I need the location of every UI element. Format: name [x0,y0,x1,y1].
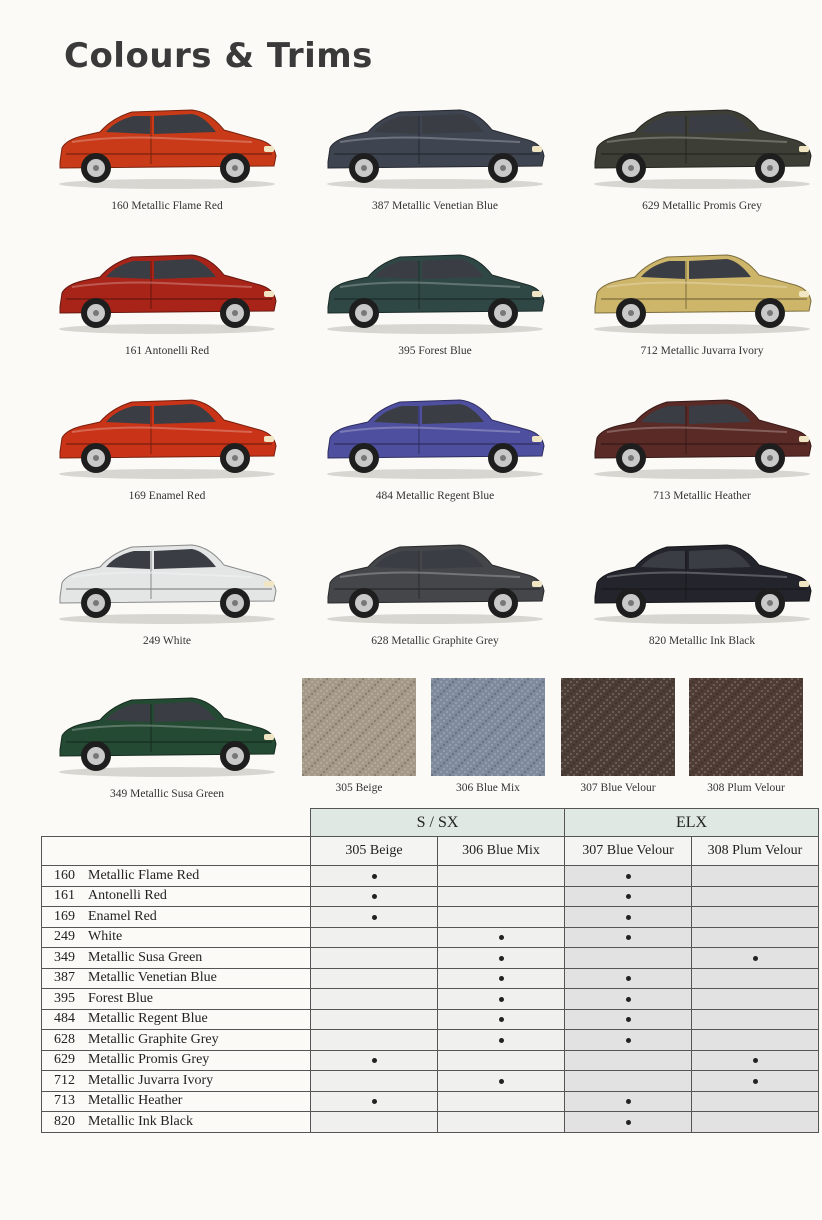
colour-name-cell [42,1091,311,1112]
availability-cell [692,1112,819,1133]
table-row [42,1071,819,1092]
colour-name-cell [42,989,311,1010]
available-dot [626,1038,631,1043]
availability-cell [692,866,819,887]
table-row [42,968,819,989]
availability-cell [311,1050,438,1071]
available-dot [499,976,504,981]
car-illustration [320,539,550,629]
availability-cell [565,1009,692,1030]
colour-name: Forest Blue [88,990,153,1006]
car-colour-item [52,249,282,389]
available-dot [626,1099,631,1104]
colour-code: 395 [54,990,75,1006]
table-row [42,1112,819,1133]
availability-cell [565,1071,692,1092]
availability-cell [438,968,565,989]
availability-cell [565,1112,692,1133]
car-colour-item [587,249,817,389]
availability-cell [565,907,692,928]
colour-code: 484 [54,1011,75,1027]
car-colour-label: 484 Metallic Regent Blue [375,490,495,502]
car-illustration [320,249,550,339]
available-dot [626,874,631,879]
car-illustration [52,104,282,194]
availability-cell [565,1091,692,1112]
colour-code: 349 [54,949,75,965]
trim-swatch-item [561,678,675,818]
availability-cell [692,948,819,969]
availability-cell [438,1071,565,1092]
availability-cell [438,1030,565,1051]
column-header: 308 Plum Velour [692,837,819,866]
table-row [42,866,819,887]
column-header: 306 Blue Mix [438,837,565,866]
colour-name-cell [42,1030,311,1051]
availability-cell [565,886,692,907]
table-row [42,1050,819,1071]
column-header: 305 Beige [311,837,438,866]
table-body [42,866,819,1133]
availability-cell [311,968,438,989]
car-illustration [52,539,282,629]
availability-cell [311,1030,438,1051]
availability-cell [692,927,819,948]
table-row [42,1030,819,1051]
car-colour-label: 820 Metallic Ink Black [648,635,756,647]
availability-cell [311,907,438,928]
car-illustration [320,104,550,194]
table-row [42,927,819,948]
trim-label: 308 Plum Velour [707,782,785,794]
availability-cell [311,1091,438,1112]
available-dot [499,1079,504,1084]
car-colour-label: 713 Metallic Heather [653,490,751,502]
colour-name: Metallic Regent Blue [88,1011,208,1027]
car-colour-item [52,104,282,244]
colour-name-cell [42,907,311,928]
availability-cell [438,989,565,1010]
car-illustration [587,249,817,339]
trim-swatch-item [689,678,803,818]
car-colour-label: 169 Enamel Red [128,490,206,502]
colour-name-cell [42,968,311,989]
group-header-s-sx: S / SX [311,809,565,837]
availability-cell [692,1050,819,1071]
car-illustration [52,394,282,484]
page-title: Colours & Trims [64,36,373,76]
availability-cell [565,1050,692,1071]
car-colour-label: 395 Forest Blue [398,345,472,357]
colour-name: Metallic Flame Red [88,867,200,883]
car-colour-label: 161 Antonelli Red [124,345,210,357]
available-dot [753,956,758,961]
table-row [42,1009,819,1030]
available-dot [372,915,377,920]
car-colour-item [587,539,817,679]
table-row [42,907,819,928]
available-dot [753,1079,758,1084]
available-dot [372,874,377,879]
availability-cell [438,1050,565,1071]
colour-name: Metallic Graphite Grey [88,1031,219,1047]
availability-cell [565,989,692,1010]
availability-cell [565,927,692,948]
table-row [42,1091,819,1112]
car-illustration [52,249,282,339]
colour-code: 161 [54,888,75,904]
availability-cell [692,907,819,928]
car-colour-label: 249 White [142,635,192,647]
colour-name-cell [42,1071,311,1092]
car-colour-item [587,104,817,244]
colour-name: Enamel Red [88,908,157,924]
availability-cell [438,948,565,969]
trim-label: 306 Blue Mix [456,782,520,794]
availability-cell [311,866,438,887]
availability-cell [438,927,565,948]
colour-code: 629 [54,1052,75,1068]
available-dot [626,894,631,899]
car-illustration [52,692,282,782]
car-colour-label: 629 Metallic Promis Grey [642,200,762,212]
table-row [42,948,819,969]
colour-code: 820 [54,1113,75,1129]
colour-code: 249 [54,929,75,945]
availability-cell [692,1091,819,1112]
car-colour-item [320,249,550,389]
colour-name: Metallic Ink Black [88,1113,193,1129]
availability-cell [438,866,565,887]
availability-cell [311,989,438,1010]
availability-cell [692,1009,819,1030]
colour-name: Metallic Heather [88,1093,183,1109]
car-colour-item [320,394,550,534]
colour-name-cell [42,1112,311,1133]
car-colour-item [52,539,282,679]
car-colour-label: 160 Metallic Flame Red [111,200,223,212]
availability-cell [311,948,438,969]
availability-cell [692,968,819,989]
available-dot [499,997,504,1002]
car-colour-item [320,539,550,679]
car-illustration [587,394,817,484]
colour-name: Metallic Juvarra Ivory [88,1072,214,1088]
car-illustration [587,539,817,629]
trim-label: 305 Beige [335,782,383,794]
colour-name-cell [42,927,311,948]
colour-name-cell [42,1050,311,1071]
table-row [42,886,819,907]
car-illustration [320,394,550,484]
available-dot [626,997,631,1002]
car-colour-label: 628 Metallic Graphite Grey [371,635,499,647]
table-row [42,989,819,1010]
available-dot [626,976,631,981]
trim-swatch-item [302,678,416,818]
colour-name: Metallic Susa Green [88,949,203,965]
colour-name: Antonelli Red [88,888,167,904]
colour-code: 169 [54,908,75,924]
availability-cell [311,886,438,907]
colour-code: 628 [54,1031,75,1047]
availability-cell [565,968,692,989]
trim-swatch-item [431,678,545,818]
availability-cell [311,1112,438,1133]
car-colour-item [52,394,282,534]
availability-cell [692,886,819,907]
colour-name-cell [42,866,311,887]
available-dot [372,1099,377,1104]
car-illustration [587,104,817,194]
availability-cell [438,1009,565,1030]
available-dot [626,935,631,940]
availability-cell [311,1071,438,1092]
availability-cell [438,907,565,928]
availability-cell [438,1112,565,1133]
table-header-blank [42,837,311,866]
available-dot [372,1058,377,1063]
colour-code: 713 [54,1093,75,1109]
car-colour-label: 712 Metallic Juvarra Ivory [640,345,764,357]
availability-cell [565,1030,692,1051]
table-corner [42,809,311,837]
column-header: 307 Blue Velour [565,837,692,866]
colour-name-cell [42,1009,311,1030]
available-dot [626,1017,631,1022]
availability-cell [311,927,438,948]
group-header-elx: ELX [565,809,819,837]
available-dot [499,1038,504,1043]
fabric-texture [689,678,803,776]
availability-cell [438,1091,565,1112]
car-colour-item [587,394,817,534]
available-dot [499,935,504,940]
availability-cell [438,886,565,907]
fabric-texture [431,678,545,776]
available-dot [626,1120,631,1125]
colour-code: 387 [54,970,75,986]
availability-cell [692,1030,819,1051]
colour-name: White [88,929,123,945]
available-dot [626,915,631,920]
car-colour-label: 349 Metallic Susa Green [109,788,224,800]
car-colour-label: 387 Metallic Venetian Blue [372,200,498,212]
available-dot [499,1017,504,1022]
colour-name-cell [42,948,311,969]
fabric-texture [302,678,416,776]
available-dot [372,894,377,899]
colour-name: Metallic Venetian Blue [88,970,217,986]
colour-code: 712 [54,1072,75,1088]
availability-cell [311,1009,438,1030]
colour-name-cell [42,886,311,907]
availability-cell [692,989,819,1010]
colour-code: 160 [54,867,75,883]
colour-name: Metallic Promis Grey [88,1052,210,1068]
available-dot [753,1058,758,1063]
available-dot [499,956,504,961]
car-colour-item [320,104,550,244]
fabric-texture [561,678,675,776]
trim-label: 307 Blue Velour [580,782,656,794]
availability-cell [692,1071,819,1092]
availability-cell [565,948,692,969]
trim-availability-table [41,808,819,1133]
availability-cell [565,866,692,887]
